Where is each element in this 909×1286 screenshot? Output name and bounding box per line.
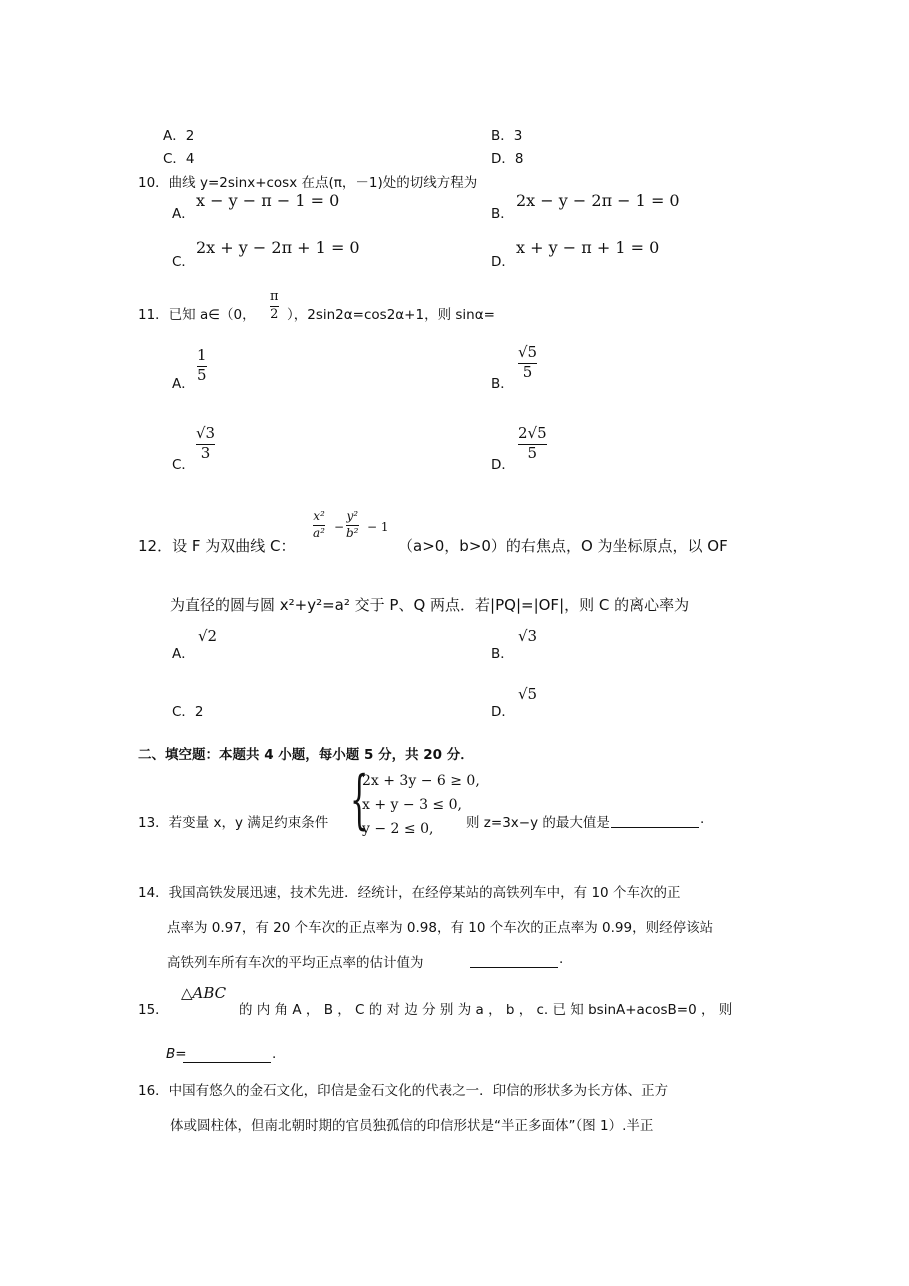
- q11-option-c-den: 3: [200, 443, 211, 462]
- q10-stem: 10．曲线 y=2sinx+cosx 在点(π，－1)处的切线方程为: [138, 175, 478, 191]
- q11-option-c-label: C．: [172, 457, 195, 473]
- q11-option-c-frac: [196, 426, 215, 462]
- q10-option-b-label: B．: [491, 206, 514, 222]
- q11-option-a-frac: [197, 348, 207, 384]
- q11-option-d-num: 2√5: [518, 424, 547, 442]
- q12-prefix: 12．设 F 为双曲线 C：: [138, 537, 296, 555]
- q9-option-b: B．3: [491, 128, 523, 144]
- q11-fraction: [270, 290, 279, 321]
- q11-fraction-num: π: [270, 289, 279, 304]
- q14-line-2: 点率为 0.97，有 20 个车次的正点率为 0.98，有 10 个车次的正点率为 0.99，则经停该站: [167, 920, 714, 936]
- q12-option-b-expr: √3: [518, 627, 538, 645]
- q11-prefix: 11．已知 a∈（0，: [138, 307, 256, 323]
- q11-option-d-den: 5: [527, 443, 538, 462]
- q12-frac-x-num: x²: [313, 509, 325, 523]
- q16-line-1: 16．中国有悠久的金石文化，印信是金石文化的代表之一．印信的形状多为长方体、正方: [138, 1083, 669, 1099]
- q11-fraction-den: 2: [270, 306, 279, 322]
- q11-option-d-label: D．: [491, 457, 515, 473]
- q11-option-c-num: √3: [196, 424, 216, 442]
- q13-constraint-3: y − 2 ≤ 0,: [362, 821, 434, 837]
- q12-minus: −: [334, 520, 345, 534]
- q10-option-c-label: C．: [172, 254, 195, 270]
- q12-frac-x-den: a²: [313, 525, 325, 540]
- q12-option-a-expr: √2: [198, 627, 218, 645]
- q12-frac-y-den: b²: [346, 525, 359, 540]
- q9-option-c: C．4: [163, 151, 195, 167]
- q12-frac-y: [346, 510, 359, 539]
- q13-constraint-2: x + y − 3 ≤ 0,: [362, 797, 462, 813]
- q13-suffix: 则 z=3x−y 的最大值是: [466, 815, 610, 831]
- q15-triangle: △ABC: [181, 984, 227, 1002]
- q13-answer-blank: [611, 813, 699, 832]
- q15-number: 15．: [138, 1002, 169, 1018]
- q11-option-a-num: 1: [197, 346, 207, 364]
- q10-option-a-label: A．: [172, 206, 195, 222]
- q15-line-2: B=: [166, 1046, 187, 1062]
- q13-end: .: [700, 811, 705, 827]
- q12-option-b-label: B．: [491, 646, 514, 662]
- q10-option-d-expr: x + y − π + 1 = 0: [516, 238, 660, 257]
- q9-option-d: D．8: [491, 151, 524, 167]
- q12-frac-y-num: y²: [346, 509, 359, 523]
- q13-constraint-1: 2x + 3y − 6 ≥ 0,: [362, 773, 480, 789]
- q13-prefix: 13．若变量 x，y 满足约束条件: [138, 815, 329, 831]
- q12-condition: （a>0，b>0）的右焦点，O 为坐标原点，以 OF: [398, 537, 728, 555]
- q10-option-b-expr: 2x − y − 2π − 1 = 0: [516, 191, 680, 210]
- q11-option-a-label: A．: [172, 376, 195, 392]
- q11-option-b-den: 5: [522, 362, 533, 381]
- q15-end: .: [272, 1046, 277, 1062]
- q11-option-b-frac: [518, 345, 537, 381]
- q13-brace: {: [350, 763, 369, 837]
- q11-suffix: ），2sin2α=cos2α+1，则 sinα=: [287, 307, 495, 323]
- q9-option-a: A．2: [163, 128, 195, 144]
- q10-option-c-expr: 2x + y − 2π + 1 = 0: [196, 238, 360, 257]
- q11-option-b-num: √5: [518, 343, 538, 361]
- q12-eq-rest: − 1: [367, 520, 389, 534]
- q11-option-b-label: B．: [491, 376, 514, 392]
- q12-option-d-label: D．: [491, 704, 515, 720]
- q11-option-a-den: 5: [197, 365, 207, 384]
- q12-line2: 为直径的圆与圆 x²+y²=a² 交于 P、Q 两点．若|PQ|=|OF|，则 C 的离心率为: [170, 596, 690, 614]
- q11-option-d-frac: [518, 426, 547, 462]
- q10-option-a-expr: x − y − π − 1 = 0: [196, 191, 340, 210]
- section-2-heading: 二、填空题：本题共 4 小题，每小题 5 分，共 20 分．: [138, 747, 474, 763]
- q12-option-c: C．2: [172, 704, 204, 720]
- q16-line-2: 体或圆柱体，但南北朝时期的官员独孤信的印信形状是“半正多面体”（图 1）.半正: [170, 1118, 654, 1134]
- q14-line-3: 高铁列车所有车次的平均正点率的估计值为: [167, 955, 424, 971]
- q12-option-d-expr: √5: [518, 685, 538, 703]
- q10-option-d-label: D．: [491, 254, 515, 270]
- q14-end: .: [559, 951, 564, 967]
- q15-text: 的 内 角 A ， B ， C 的 对 边 分 别 为 a ， b ， c. 已 知 bsinA+acosB=0 ， 则: [239, 1002, 733, 1018]
- q14-answer-blank: [470, 953, 558, 972]
- q12-frac-x: [313, 510, 325, 539]
- q15-answer-blank: [183, 1048, 271, 1067]
- q14-line-1: 14．我国高铁发展迅速，技术先进．经统计，在经停某站的高铁列车中，有 10 个车次的正: [138, 885, 681, 901]
- q12-option-a-label: A．: [172, 646, 195, 662]
